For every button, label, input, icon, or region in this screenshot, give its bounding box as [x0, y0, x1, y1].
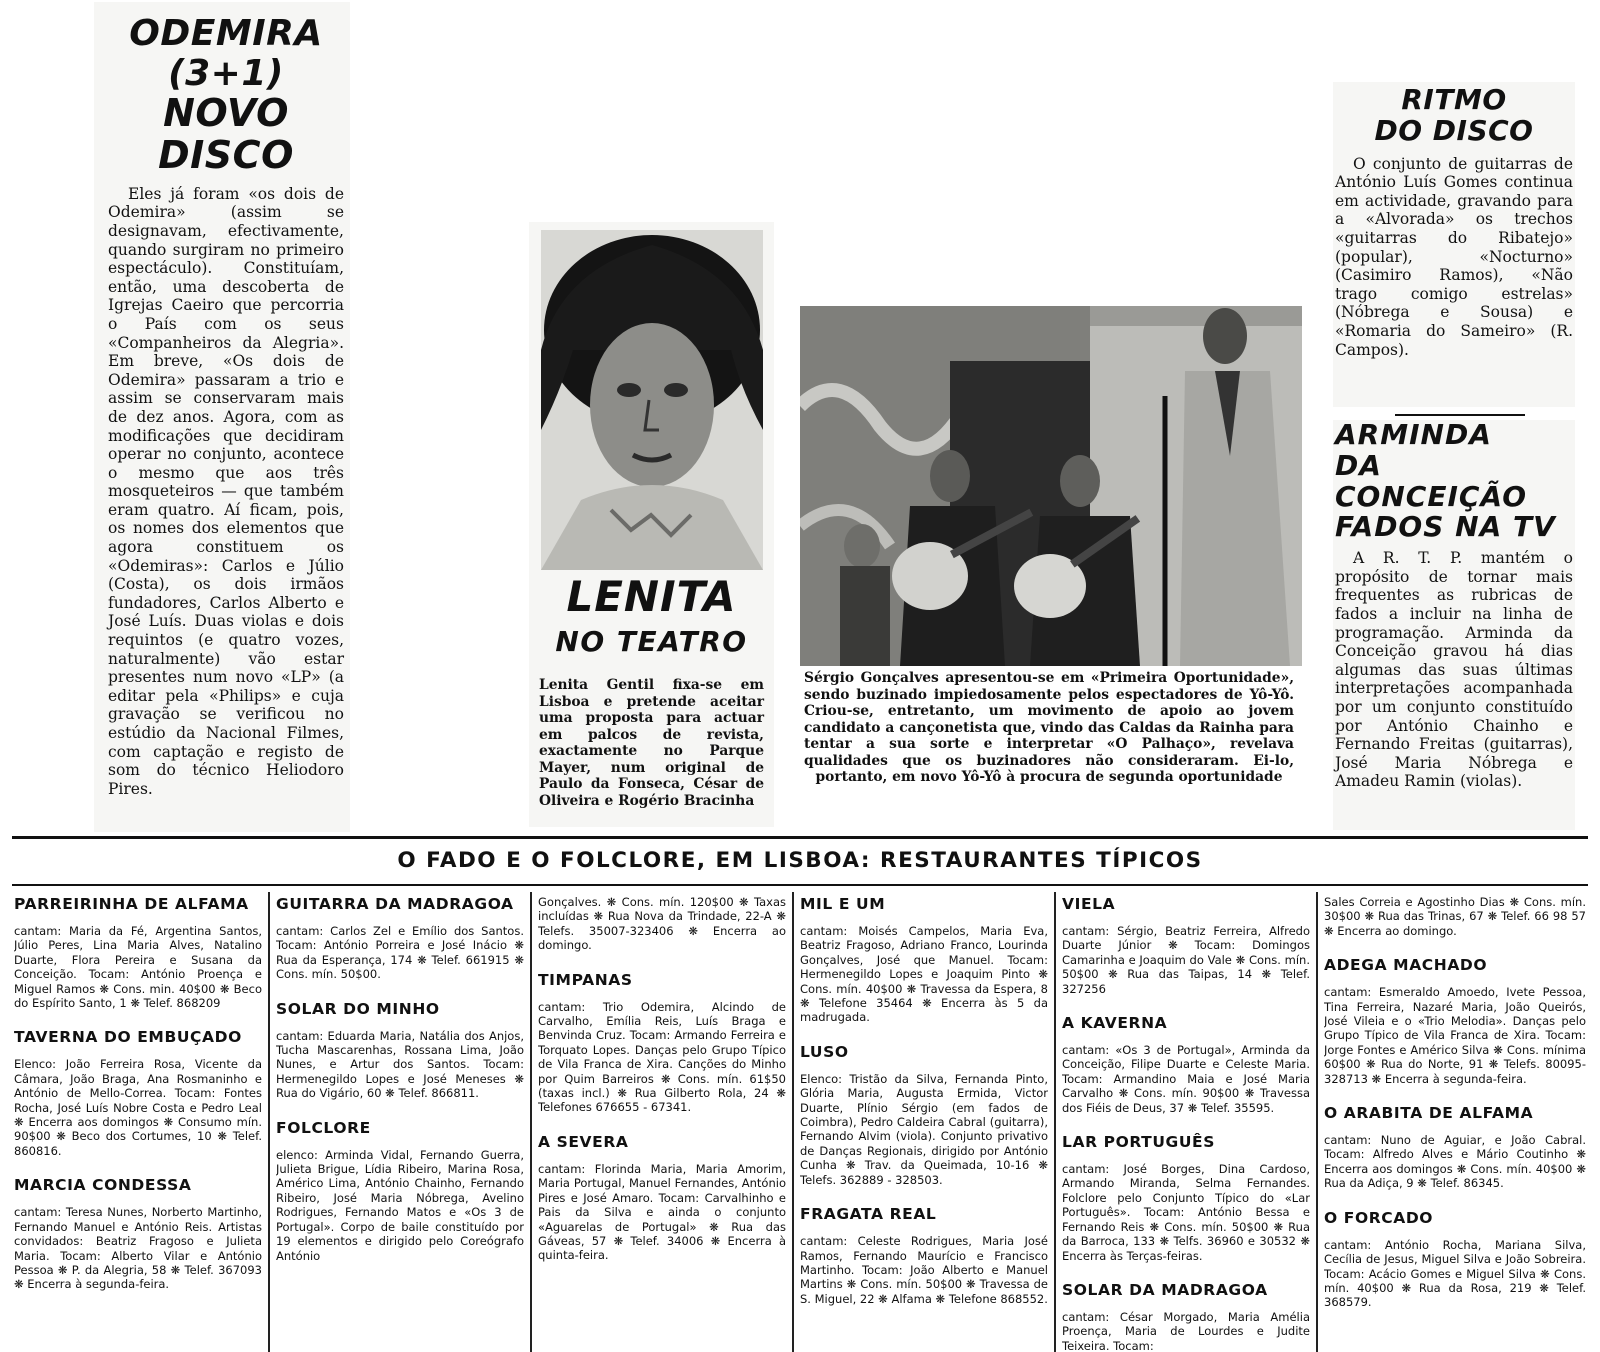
restaurant-details: Elenco: João Ferreira Rosa, Vicente da Câmara, João Braga, Ana Rosmaninho e António de Mello-Correa. Tocam: Fontes Rocha, José Luís Nobre Costa e Pedro Leal ❋ Encerra aos domingos ❋ Consumo mín. 90$00 ❋ Beco dos Cortumes, 10 ❋ Telef. 860816.: [14, 1057, 262, 1158]
restaurant-name: SOLAR DA MADRAGOA: [1062, 1280, 1268, 1299]
restaurant-details: cantam: António Rocha, Mariana Silva, Cecília de Jesus, Miguel Silva e João Sobreira. Tocam: Acácio Gomes e Miguel Silva ❋ Cons. mín. 40$00 ❋ Rua da Rosa, 219 ❋ Telef. 368579.: [1324, 1237, 1586, 1310]
restaurant-details: Sales Correia e Agostinho Dias ❋ Cons. mín. 30$00 ❋ Rua das Trinas, 67 ❋ Telef. 66 98 57 ❋ Encerra ao domingo.: [1324, 895, 1586, 938]
restaurant-name: MARCIA CONDESSA: [14, 1176, 192, 1195]
arminda-headline-1: ARMINDA: [1335, 418, 1492, 451]
odemira-headline-1: ODEMIRA: [129, 13, 323, 54]
listing-entry: [1062, 1014, 1310, 1115]
listing-column-2: [276, 895, 524, 1352]
odemira-headline-2: (3+1): [168, 52, 284, 94]
lenita-article: [529, 222, 774, 827]
restaurant-name: LAR PORTUGUÊS: [1062, 1133, 1215, 1152]
restaurant-name: FRAGATA REAL: [800, 1205, 937, 1224]
listing-entry: [800, 1205, 1048, 1306]
lenita-photo: [541, 230, 763, 570]
listing-entry: [538, 895, 786, 953]
column-divider: [792, 892, 794, 1352]
lenita-headline: LENITA: [566, 572, 737, 621]
stage-photo-image: [800, 306, 1302, 666]
sergio-article: [800, 306, 1302, 826]
restaurant-details: Elenco: Tristão da Silva, Fernanda Pinto, Glória Maria, Augusta Ermida, Victor Duarte, Plínio Sérgio (em fados de Coimbra), Pedro Caldeira Cabral (guitarra), Fernando Alvim (viola). Conjunto privativo de Danças Regionais, dirigido por António Cunha ❋ Trav. da Queimada, 10-16 ❋ Telefs. 362889 - 328503.: [800, 1071, 1048, 1187]
ritmo-divider: [1395, 414, 1525, 416]
restaurant-details: cantam: «Os 3 de Portugal», Arminda da Conceição, Filipe Duarte e Celeste Maria. Tocam: Armandino Maia e José Maria Carvalho ❋ Cons. mín. 90$00 ❋ Travessa dos Fiéis de Deus, 37 ❋ Telef. 35595.: [1062, 1043, 1310, 1115]
sergio-photo: [800, 306, 1302, 666]
restaurant-name: A SEVERA: [538, 1132, 629, 1151]
column-divider: [1316, 892, 1318, 1352]
restaurant-details: cantam: Trio Odemira, Alcindo de Carvalho, Emília Reis, Luís Braga e Benvinda Cruz. Tocam: Armando Ferreira e Torquato Lopes. Danças pelo Grupo Típico de Vila Franca de Xira. Canções do Minho por Quim Barreiros ❋ Cons. mín. 61$50 (taxas incl.) ❋ Rua Gilberto Rola, 24 ❋ Telefones 676655 - 67341.: [538, 999, 786, 1115]
restaurant-name: SOLAR DO MINHO: [276, 999, 440, 1018]
banner-top-rule: [12, 836, 1588, 839]
column-divider: [1054, 892, 1056, 1352]
restaurant-name: PARREIRINHA DE ALFAMA: [14, 895, 249, 913]
restaurant-details: Gonçalves. ❋ Cons. mín. 120$00 ❋ Taxas incluídas ❋ Rua Nova da Trindade, 22-A ❋ Telefs. 35007-323406 ❋ Encerra ao domingo.: [538, 895, 786, 953]
listing-column-5: [1062, 895, 1310, 1352]
listing-entry: [538, 971, 786, 1115]
restaurant-details: cantam: Maria da Fé, Argentina Santos, Júlio Peres, Lina Maria Alves, Natalino Duarte, Flora Pereira e Susana da Conceição. Tocam: António Proença e Miguel Ramos ❋ Cons. min. 40$00 ❋ Beco do Espírito Santo, 1 ❋ Telef. 868209: [14, 924, 262, 1011]
lenita-caption: Lenita Gentil fixa-se em Lisboa e pretende aceitar uma proposta para actuar em palcos de revista, exactamente no Parque Mayer, num original de Paulo da Fonseca, César de Oliveira e Rogério Bracinha: [539, 677, 764, 809]
restaurant-details: cantam: Carlos Zel e Emílio dos Santos. Tocam: António Porreira e José Inácio ❋ Rua da Esperança, 174 ❋ Telef. 661915 ❋ Cons. mín. 50$00.: [276, 924, 524, 982]
restaurant-name: O ARABITA DE ALFAMA: [1324, 1104, 1534, 1123]
restaurant-name: ADEGA MACHADO: [1324, 956, 1488, 975]
odemira-headline-3: NOVO DISCO: [158, 91, 294, 177]
listing-entry: [1324, 956, 1586, 1086]
listing-entry: [1324, 1104, 1586, 1191]
restaurant-details: cantam: César Morgado, Maria Amélia Proença, Maria de Lourdes e Judite Teixeira. Tocam:: [1062, 1309, 1310, 1352]
ritmo-article: [1333, 82, 1575, 407]
restaurant-name: A KAVERNA: [1062, 1014, 1168, 1033]
listing-entry: [14, 1176, 262, 1291]
arminda-article: [1333, 420, 1575, 830]
listing-entry: [1062, 1133, 1310, 1263]
restaurant-details: cantam: Esmeraldo Amoedo, Ivete Pessoa, Tina Ferreira, Nazaré Maria, João Queirós, José Vileia e o «Trio Melodia». Danças pelo Grupo Típico de Vila Franca de Xira. Tocam: Jorge Fontes e Américo Silva ❋ Cons. mínima 60$00 ❋ Rua do Norte, 91 ❋ Telefs. 80095-328713 ❋ Encerra à segunda-feira.: [1324, 985, 1586, 1086]
restaurant-name: O FORCADO: [1324, 1208, 1434, 1227]
restaurant-details: cantam: Moisés Campelos, Maria Eva, Beatriz Fragoso, Adriano Franco, Lourinda Gonçalves, José que Manuel. Tocam: Hermenegildo Lopes e Joaquim Pinto ❋ Cons. mín. 40$00 ❋ Travessa da Espera, 8 ❋ Telefone 35464 ❋ Encerra às 5 da madrugada.: [800, 924, 1048, 1025]
restaurant-name: FOLCLORE: [276, 1118, 371, 1137]
arminda-headline-2: DA CONCEIÇÃO: [1335, 448, 1528, 513]
listing-entry: [1062, 895, 1310, 996]
listing-entry: [14, 1028, 262, 1158]
column-divider: [530, 892, 532, 1352]
odemira-body: Eles já foram «os dois de Odemira» (assim se designavam, efectivamente, quando surgiram no primeiro espectáculo). Constituíam, então, uma descoberta de Igrejas Caeiro que percorria o País com os seus «Companheiros da Alegria». Em breve, «Os dois de Odemira» passaram a trio e assim se conservaram mais de dez anos. Agora, com as modificações que decidiram operar no conjunto, acontece o mesmo que aos três mosqueteiros — que também eram quatro. Aí ficam, pois, os nomes dos elementos que agora constituem os «Odemiras»: Carlos e Júlio (Costa), os dois irmãos fundadores, Carlos Alberto e José Luís. Duas violas e dois requintos (e quatro vozes, naturalmente) vão estar presentes num novo «LP» (a editar pela «Philips» e cuja gravação se verificou no estúdio da Nacional Filmes, com captação e registo de som do técnico Heliodoro Pires.: [108, 184, 344, 798]
listing-column-3: [538, 895, 786, 1352]
listing-column-6: [1324, 895, 1586, 1352]
restaurant-details: cantam: Eduarda Maria, Natália dos Anjos, Tucha Mascarenhas, Rossana Lima, João Nunes, e Artur dos Santos. Tocam: Hermenegildo Lopes e José Meneses ❋ Rua do Vigário, 60 ❋ Telef. 866811.: [276, 1028, 524, 1101]
listing-entry: [276, 1119, 524, 1263]
restaurant-details: cantam: Nuno de Aguiar, e João Cabral. Tocam: Alfredo Alves e Mário Coutinho ❋ Encerra aos domingos ❋ Cons. mín. 40$00 ❋ Rua da Adiça, 9 ❋ Telef. 86345.: [1324, 1133, 1586, 1191]
restaurant-name: LUSO: [800, 1042, 849, 1061]
restaurant-name: TIMPANAS: [538, 970, 633, 989]
ritmo-headline-1: RITMO: [1401, 83, 1507, 116]
odemira-article: [94, 2, 350, 832]
restaurant-details: cantam: Sérgio, Beatriz Ferreira, Alfredo Duarte Júnior ❋ Tocam: Domingos Camarinha e Joaquim do Vale ❋ Cons. mín. 50$00 ❋ Rua das Taipas, 14 ❋ Telef. 327256: [1062, 924, 1310, 996]
banner-bottom-rule: [12, 884, 1588, 886]
arminda-body: A R. T. P. mantém o propósito de tornar mais frequentes as rubricas de fados a incluir na linha de programação. Arminda da Conceição gravou há dias algumas das suas últimas interpretações acompanhada por um conjunto constituído por António Chainho e Fernando Freitas (guitarras), José Maria Nóbrega e Amadeu Ramin (violas).: [1335, 549, 1573, 791]
restaurant-details: cantam: Celeste Rodrigues, Maria José Ramos, Fernando Maurício e Francisco Martinho. Tocam: João Alberto e Manuel Martins ❋ Cons. mín. 50$00 ❋ Travessa de S. Miguel, 22 ❋ Alfama ❋ Telefone 868552.: [800, 1234, 1048, 1306]
listing-entry: [1062, 1281, 1310, 1352]
banner-title: O FADO E O FOLCLORE, EM LISBOA: RESTAURANTES TÍPICOS: [397, 848, 1203, 873]
portrait-image: [541, 230, 763, 570]
listing-column-4: [800, 895, 1048, 1352]
sergio-caption: Sérgio Gonçalves apresentou-se em «Primeira Oportunidade», sendo buzinado impiedosamente pelos espectadores de Yô-Yô. Criou-se, entretanto, um movimento de apoio ao jovem candidato a cançonetista que, vindo das Caldas da Rainha para tentar a sua sorte e interpretar «O Palhaço», revelava qualidades que os buzinadores não consideraram. Ei-lo, portanto, em novo Yô-Yô à procura de segunda oportunidade: [804, 670, 1294, 785]
listing-entry: [1324, 895, 1586, 938]
listing-entry: [538, 1133, 786, 1263]
listing-entry: [1324, 1209, 1586, 1310]
restaurant-details: cantam: Florinda Maria, Maria Amorim, Maria Portugal, Manuel Fernandes, António Pires e José Amaro. Tocam: Carvalhinho e Pais da Silva e ainda o conjunto «Aguarelas de Portugal» ❋ Rua das Gáveas, 57 ❋ Telef. 34006 ❋ Encerra à quinta-feira.: [538, 1161, 786, 1263]
restaurant-name: TAVERNA DO EMBUÇADO: [14, 1028, 242, 1047]
restaurant-name: MIL E UM: [800, 895, 886, 913]
restaurant-name: GUITARRA DA MADRAGOA: [276, 895, 514, 913]
listing-entry: [800, 895, 1048, 1025]
restaurant-details: cantam: José Borges, Dina Cardoso, Armando Miranda, Selma Fernandes. Folclore pelo Conjunto Típico do «Lar Português». Tocam: António Bessa e Fernando Reis ❋ Cons. mín. 50$00 ❋ Rua da Barroca, 133 ❋ Telfs. 36960 e 30532 ❋ Encerra às Terças-feiras.: [1062, 1162, 1310, 1263]
listing-entry: [276, 1000, 524, 1101]
lenita-subheadline: NO TEATRO: [555, 625, 748, 658]
listing-column-1: [14, 895, 262, 1352]
restaurant-details: cantam: Teresa Nunes, Norberto Martinho, Fernando Manuel e António Reis. Artistas convidados: Beatriz Fragoso e Julieta Maria. Tocam: Alberto Vilar e António Pessoa ❋ P. da Alegria, 58 ❋ Telef. 367093 ❋ Encerra à segunda-feira.: [14, 1205, 262, 1292]
ritmo-body: O conjunto de guitarras de António Luís Gomes continua em actividade, gravando para a «Alvorada» os trechos «guitarras do Ribatejo» (popular), «Nocturno» (Casimiro Ramos), «Não trago comigo estrelas» (Nóbrega e Sousa) e «Romaria do Sameiro» (R. Campos).: [1335, 154, 1573, 359]
ritmo-headline-2: DO DISCO: [1374, 113, 1534, 147]
arminda-headline-3: FADOS NA TV: [1335, 510, 1556, 544]
restaurant-name: VIELA: [1062, 895, 1116, 913]
listing-entry: [14, 895, 262, 1010]
listing-entry: [800, 1043, 1048, 1187]
restaurant-details: elenco: Arminda Vidal, Fernando Guerra, Julieta Brigue, Lídia Ribeiro, Marina Rosa, Américo Lima, António Chainho, Fernando Ribeiro, José Maria Nóbrega, Avelino Rodrigues, Fernando Matos e «Os 3 de Portugal». Corpo de baile constituído por 19 elementos e dirigido pelo Coreógrafo António: [276, 1147, 524, 1263]
column-divider: [268, 892, 270, 1352]
listing-entry: [276, 895, 524, 982]
